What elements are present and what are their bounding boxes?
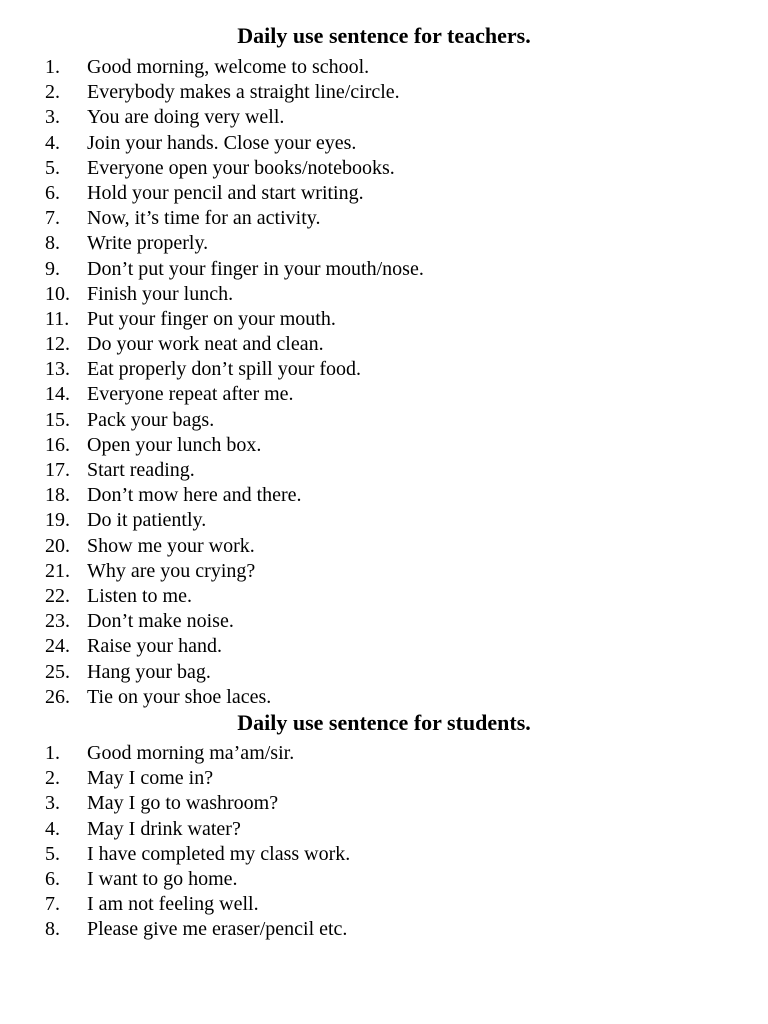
item-number: 8. (45, 918, 60, 941)
list-item (0, 307, 768, 332)
item-text: Finish your lunch. (87, 282, 234, 305)
list-item (0, 332, 768, 357)
list-item (0, 408, 768, 433)
item-number: 2. (45, 81, 60, 104)
item-number: 9. (45, 257, 60, 280)
list-item (0, 917, 768, 942)
item-number: 6. (45, 867, 60, 890)
item-text: Write properly. (87, 232, 209, 255)
list-item (0, 483, 768, 508)
item-number: 12. (45, 333, 70, 356)
item-number: 4. (45, 817, 60, 840)
item-text: Do your work neat and clean. (87, 333, 324, 356)
item-number: 21. (45, 559, 70, 582)
list-item (0, 817, 768, 842)
students-section-title: Daily use sentence for students. (237, 710, 531, 735)
item-text: Don’t mow here and there. (87, 484, 302, 507)
item-number: 3. (45, 106, 60, 129)
teachers-section-title: Daily use sentence for teachers. (237, 23, 531, 48)
item-number: 10. (45, 282, 70, 305)
item-text: Everybody makes a straight line/circle. (87, 81, 400, 104)
list-item (0, 559, 768, 584)
item-text: Hang your bag. (87, 660, 211, 683)
item-text: Raise your hand. (87, 635, 222, 658)
teachers-sentence-list (0, 55, 768, 710)
list-item (0, 685, 768, 710)
list-item (0, 867, 768, 892)
item-number: 14. (45, 383, 70, 406)
item-text: Join your hands. Close your eyes. (87, 131, 357, 154)
list-item (0, 609, 768, 634)
item-text: You are doing very well. (87, 106, 285, 129)
list-item (0, 181, 768, 206)
item-number: 7. (45, 893, 60, 916)
item-text: Start reading. (87, 459, 195, 481)
item-text: Hold your pencil and start writing. (87, 181, 364, 204)
item-number: 6. (45, 181, 60, 204)
item-number: 2. (45, 767, 60, 790)
list-item (0, 357, 768, 382)
item-number: 20. (45, 534, 70, 557)
item-text: Now, it’s time for an activity. (87, 207, 321, 230)
item-number: 11. (45, 307, 70, 330)
item-number: 24. (45, 635, 70, 658)
item-text: Put your finger on your mouth. (87, 307, 336, 330)
item-number: 22. (45, 584, 70, 607)
item-text: Why are you crying? (87, 559, 256, 582)
item-text: Do it patiently. (87, 509, 207, 532)
item-number: 19. (45, 509, 70, 532)
list-item (0, 231, 768, 256)
list-item (0, 131, 768, 156)
list-item (0, 80, 768, 105)
list-item (0, 156, 768, 181)
list-item (0, 508, 768, 533)
list-item (0, 206, 768, 231)
item-number: 26. (45, 685, 70, 708)
item-number: 18. (45, 484, 70, 507)
list-item (0, 892, 768, 917)
list-item (0, 791, 768, 816)
item-text: May I come in? (87, 767, 214, 790)
item-number: 3. (45, 792, 60, 815)
list-item (0, 458, 768, 483)
item-text: May I drink water? (87, 817, 241, 840)
item-number: 5. (45, 842, 60, 865)
item-number: 1. (45, 56, 60, 78)
list-item (0, 257, 768, 282)
list-item (0, 534, 768, 559)
item-number: 7. (45, 207, 60, 230)
list-item (0, 382, 768, 407)
item-text: Good morning ma’am/sir. (87, 742, 295, 764)
list-item (0, 660, 768, 685)
item-text: Open your lunch box. (87, 433, 262, 456)
item-number: 17. (45, 459, 70, 481)
item-text: I have completed my class work. (87, 842, 351, 865)
item-text: Show me your work. (87, 534, 255, 557)
item-text: I want to go home. (87, 867, 238, 890)
item-text: Good morning, welcome to school. (87, 56, 370, 78)
item-text: Everyone open your books/notebooks. (87, 156, 395, 179)
item-number: 1. (45, 742, 60, 764)
item-number: 15. (45, 408, 70, 431)
item-number: 8. (45, 232, 60, 255)
students-sentence-list (0, 741, 768, 943)
item-number: 5. (45, 156, 60, 179)
item-text: Tie on your shoe laces. (87, 685, 272, 708)
list-item (0, 55, 768, 80)
item-text: May I go to washroom? (87, 792, 279, 815)
item-text: I am not feeling well. (87, 893, 259, 916)
item-text: Everyone repeat after me. (87, 383, 294, 406)
list-item (0, 842, 768, 867)
item-number: 25. (45, 660, 70, 683)
item-number: 13. (45, 358, 70, 381)
list-item (0, 433, 768, 458)
item-text: Eat properly don’t spill your food. (87, 358, 362, 381)
item-text: Listen to me. (87, 584, 192, 607)
item-text: Don’t put your finger in your mouth/nose. (87, 257, 424, 280)
list-item (0, 634, 768, 659)
list-item (0, 741, 768, 766)
item-text: Pack your bags. (87, 408, 215, 431)
list-item (0, 766, 768, 791)
item-number: 23. (45, 610, 70, 633)
list-item (0, 282, 768, 307)
item-text: Please give me eraser/pencil etc. (87, 918, 348, 941)
item-text: Don’t make noise. (87, 610, 234, 633)
list-item (0, 584, 768, 609)
list-item (0, 105, 768, 130)
item-number: 16. (45, 433, 70, 456)
item-number: 4. (45, 131, 60, 154)
